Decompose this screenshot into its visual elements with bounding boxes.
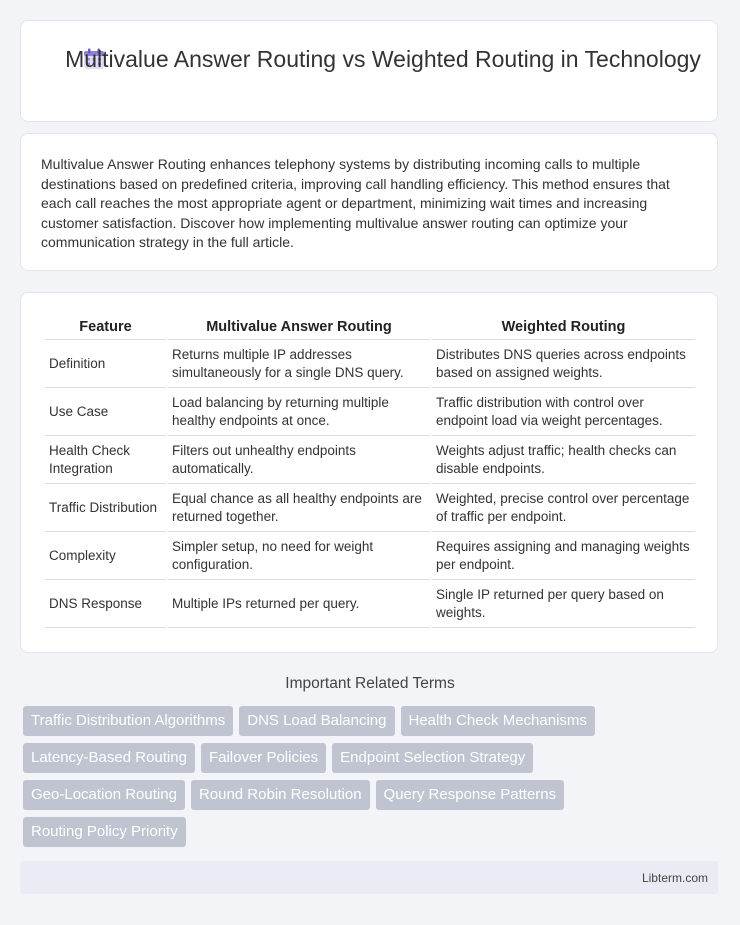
comparison-table xyxy=(43,315,697,628)
related-term-tag[interactable]: Query Response Patterns xyxy=(376,780,565,810)
table-cell: Traffic distribution with control over endpoint load via weight percentages. xyxy=(432,388,695,436)
table-cell: Weights adjust traffic; health checks can disable endpoints. xyxy=(432,436,695,484)
table-cell: Definition xyxy=(45,340,166,388)
table-cell: Equal chance as all healthy endpoints are returned together. xyxy=(168,484,430,532)
table-row xyxy=(45,436,695,484)
table-row xyxy=(45,388,695,436)
related-term-tag[interactable]: Endpoint Selection Strategy xyxy=(332,743,533,773)
related-terms-list xyxy=(23,706,683,847)
related-term-tag[interactable]: Latency-Based Routing xyxy=(23,743,195,773)
related-term-tag[interactable]: Geo-Location Routing xyxy=(23,780,185,810)
related-term-tag[interactable]: Failover Policies xyxy=(201,743,326,773)
related-terms-title: Important Related Terms xyxy=(285,675,455,692)
related-term-tag[interactable]: Round Robin Resolution xyxy=(191,780,370,810)
footer xyxy=(20,861,718,894)
related-term-tag[interactable]: Health Check Mechanisms xyxy=(401,706,595,736)
column-header: Feature xyxy=(45,315,166,340)
related-term-tag[interactable]: DNS Load Balancing xyxy=(239,706,394,736)
table-cell: Simpler setup, no need for weight configuration. xyxy=(168,532,430,580)
table-cell: Returns multiple IP addresses simultaneously for a single DNS query. xyxy=(168,340,430,388)
intro-text: Multivalue Answer Routing enhances telephony systems by distributing incoming calls to multiple destinations based on predefined criteria, improving call handling efficiency. This method ensures that each call reaches the most appropriate agent or department, minimizing wait times and increasing customer satisfaction. Discover how implementing multivalue answer routing can optimize your communication strategy in the full article. xyxy=(41,156,670,250)
table-row xyxy=(45,580,695,628)
table-cell: Weighted, precise control over percentage of traffic per endpoint. xyxy=(432,484,695,532)
table-cell: Health Check Integration xyxy=(45,436,166,484)
table-cell: Traffic Distribution xyxy=(45,484,166,532)
table-header-row xyxy=(45,315,695,340)
column-header: Multivalue Answer Routing xyxy=(168,315,430,340)
related-term-tag[interactable]: Traffic Distribution Algorithms xyxy=(23,706,233,736)
intro-card xyxy=(20,133,718,271)
comparison-card xyxy=(20,292,718,653)
table-cell: Requires assigning and managing weights per endpoint. xyxy=(432,532,695,580)
footer-site-link[interactable]: Libterm.com xyxy=(641,871,708,885)
page-title: Multivalue Answer Routing vs Weighted Routing in Technology xyxy=(65,46,701,72)
column-header: Weighted Routing xyxy=(432,315,695,340)
related-term-tag[interactable]: Routing Policy Priority xyxy=(23,817,186,847)
table-cell: Filters out unhealthy endpoints automatically. xyxy=(168,436,430,484)
table-cell: DNS Response xyxy=(45,580,166,628)
table-cell: Load balancing by returning multiple healthy endpoints at once. xyxy=(168,388,430,436)
table-row xyxy=(45,532,695,580)
table-row xyxy=(45,340,695,388)
table-row xyxy=(45,484,695,532)
table-cell: Distributes DNS queries across endpoints based on assigned weights. xyxy=(432,340,695,388)
table-cell: Single IP returned per query based on weights. xyxy=(432,580,695,628)
table-cell: Use Case xyxy=(45,388,166,436)
table-cell: Complexity xyxy=(45,532,166,580)
header-card xyxy=(20,20,718,122)
table-cell: Multiple IPs returned per query. xyxy=(168,580,430,628)
